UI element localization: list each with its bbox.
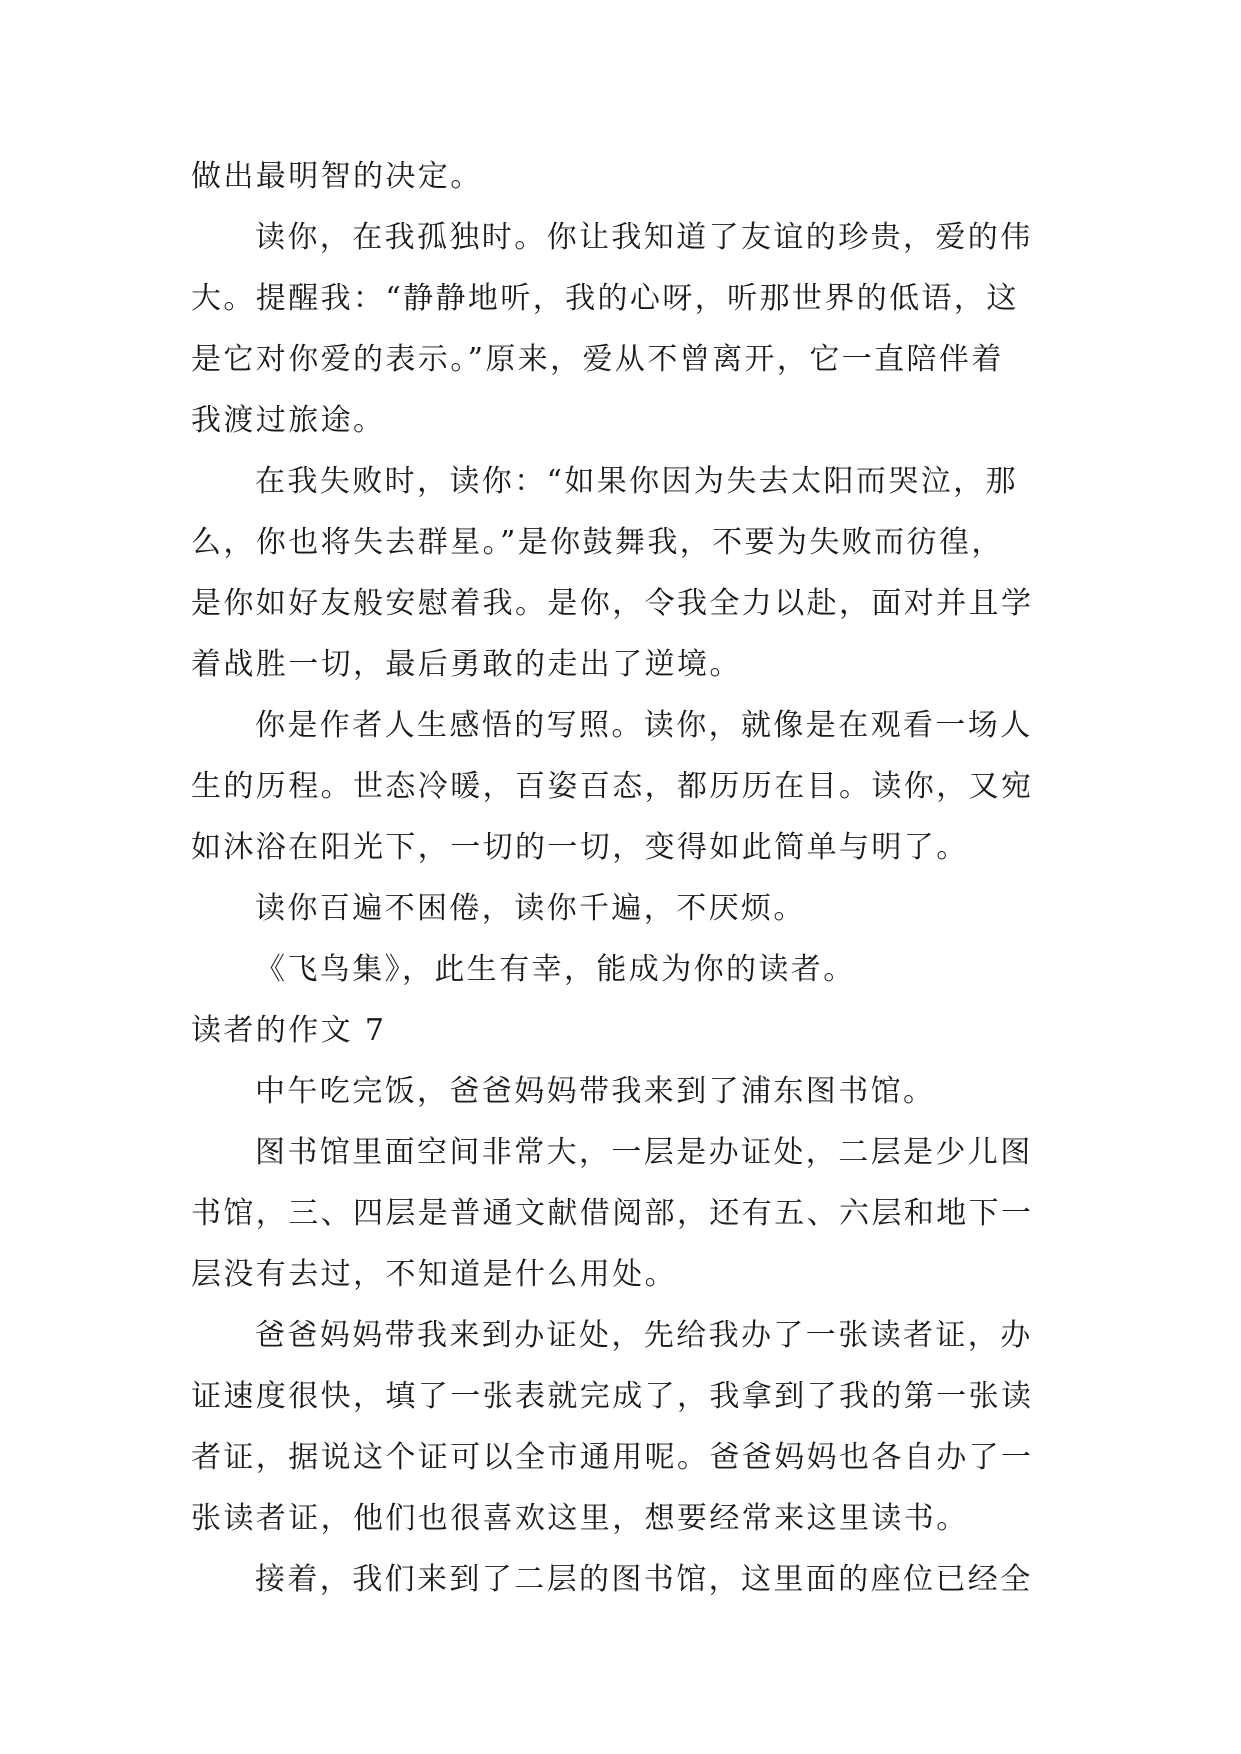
paragraph-line: 我渡过旅途。 bbox=[191, 403, 386, 438]
paragraph-line: 么，你也将失去群星。”是你鼓舞我，不要为失败而彷徨， bbox=[191, 525, 1004, 560]
paragraph-line: 是你如好友般安慰着我。是你，令我全力以赴，面对并且学 bbox=[191, 586, 1034, 621]
paragraph-first-line: 爸爸妈妈带我来到办证处，先给我办了一张读者证，办 bbox=[255, 1318, 1033, 1353]
paragraph-first-line: 《飞鸟集》，此生有幸，能成为你的读者。 bbox=[255, 952, 856, 987]
paragraph-line: 层没有去过，不知道是什么用处。 bbox=[191, 1257, 677, 1292]
paragraph-line: 如沐浴在阳光下，一切的一切，变得如此简单与明了。 bbox=[191, 830, 969, 865]
paragraph-line: 做出最明智的决定。 bbox=[191, 159, 483, 194]
paragraph-line: 书馆，三、四层是普通文献借阅部，还有五、六层和地下一 bbox=[191, 1196, 1034, 1231]
paragraph-first-line: 读你，在我孤独时。你让我知道了友谊的珍贵，爱的伟 bbox=[255, 220, 1033, 255]
paragraph-line: 者证，据说这个证可以全市通用呢。爸爸妈妈也各自办了一 bbox=[191, 1440, 1034, 1475]
document-page bbox=[191, 146, 1051, 1610]
paragraph-first-line: 接着，我们来到了二层的图书馆，这里面的座位已经全 bbox=[255, 1562, 1033, 1597]
paragraph-line: 大。提醒我：“静静地听，我的心呀，听那世界的低语，这 bbox=[191, 281, 1019, 316]
paragraph-first-line: 图书馆里面空间非常大，一层是办证处，二层是少儿图 bbox=[255, 1135, 1033, 1170]
paragraph-first-line: 你是作者人生感悟的写照。读你，就像是在观看一场人 bbox=[255, 708, 1033, 743]
paragraph-line: 张读者证，他们也很喜欢这里，想要经常来这里读书。 bbox=[191, 1501, 969, 1536]
paragraph-first-line: 在我失败时，读你：“如果你因为失去太阳而哭泣，那 bbox=[255, 464, 1018, 499]
paragraph-line: 是它对你爱的表示。”原来，爱从不曾离开，它一直陪伴着 bbox=[191, 342, 1004, 377]
paragraph-first-line: 读你百遍不困倦，读你千遍，不厌烦。 bbox=[255, 891, 806, 926]
paragraph-line: 生的历程。世态冷暖，百姿百态，都历历在目。读你，又宛 bbox=[191, 769, 1034, 804]
paragraph-line: 着战胜一切，最后勇敢的走出了逆境。 bbox=[191, 647, 742, 682]
paragraph-line: 证速度很快，填了一张表就完成了，我拿到了我的第一张读 bbox=[191, 1379, 1034, 1414]
section-heading: 读者的作文 7 bbox=[191, 1013, 387, 1048]
paragraph-first-line: 中午吃完饭，爸爸妈妈带我来到了浦东图书馆。 bbox=[255, 1074, 936, 1109]
